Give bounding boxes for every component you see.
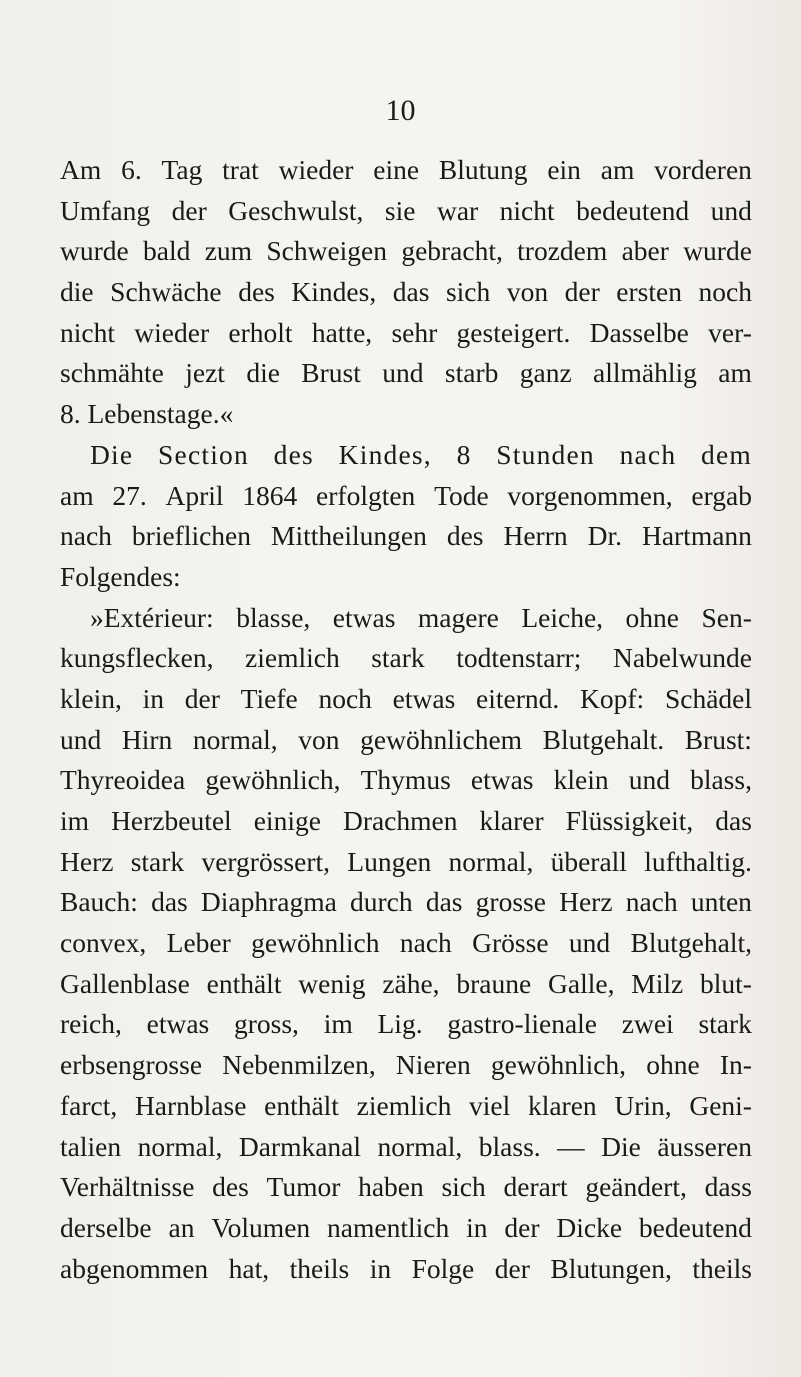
text-line: nicht wieder erholt hatte, sehr gesteigert. Dasselbe ver- — [60, 316, 752, 348]
text-line: nach brieflichen Mittheilungen des Herrn Dr. Hartmann — [60, 520, 752, 552]
text-line: convex, Leber gewöhnlich nach Grösse und Blutgehalt, — [60, 927, 752, 959]
text-line: Umfang der Geschwulst, sie war nicht bedeutend und — [60, 194, 752, 226]
text-line: im Herzbeutel einige Drachmen klarer Flüssigkeit, das — [60, 805, 752, 836]
text-line: farct, Harnblase enthält ziemlich viel klaren Urin, Geni- — [60, 1089, 752, 1121]
text-line: kungsflecken, ziemlich stark todtenstarr; Nabelwunde — [60, 642, 752, 674]
text-line: Bauch: das Diaphragma durch das grosse Herz nach unten — [60, 886, 752, 918]
text-line: derselbe an Volumen namentlich in der Dicke bedeutend — [60, 1211, 752, 1243]
text-line: Thyreoidea gewöhnlich, Thymus etwas klein und blass, — [60, 764, 752, 796]
text-line: schmähte jezt die Brust und starb ganz allmählig am — [60, 357, 752, 389]
text-line: Gallenblase enthält wenig zähe, braune Galle, Milz blut- — [60, 967, 752, 999]
text-line: Am 6. Tag trat wieder eine Blutung ein am vorderen — [60, 154, 752, 185]
page-number: 10 — [385, 94, 416, 127]
text-line: 8. Lebenstage.« — [60, 398, 234, 430]
text-line: die Schwäche des Kindes, das sich von der ersten noch — [60, 276, 752, 308]
text-line: talien normal, Darmkanal normal, blass. — Die äusseren — [60, 1130, 752, 1162]
text-line: reich, etwas gross, im Lig. gastro-lienale zwei stark — [60, 1008, 752, 1040]
text-line: klein, in der Tiefe noch etwas eiternd. Kopf: Schädel — [60, 682, 752, 714]
text-line: und Hirn normal, von gewöhnlichem Blutgehalt. Brust: — [60, 723, 752, 755]
text-line: wurde bald zum Schweigen gebracht, trozdem aber wurde — [60, 235, 752, 267]
text-line: »Extérieur: blasse, etwas magere Leiche, ohne Sen- — [90, 601, 752, 633]
text-line: Die Section des Kindes, 8 Stunden nach dem — [90, 438, 752, 470]
text-line: abgenommen hat, theils in Folge der Blutungen, theils — [60, 1252, 752, 1284]
text-line: Verhältnisse des Tumor haben sich derart geändert, dass — [60, 1171, 752, 1203]
text-line: Folgendes: — [60, 560, 181, 592]
text-line: erbsengrosse Nebenmilzen, Nieren gewöhnlich, ohne In- — [60, 1049, 752, 1081]
body-text — [60, 150, 752, 1289]
text-line: Herz stark vergrössert, Lungen normal, überall lufthaltig. — [60, 845, 752, 877]
text-line: am 27. April 1864 erfolgten Tode vorgenommen, ergab — [60, 479, 752, 511]
